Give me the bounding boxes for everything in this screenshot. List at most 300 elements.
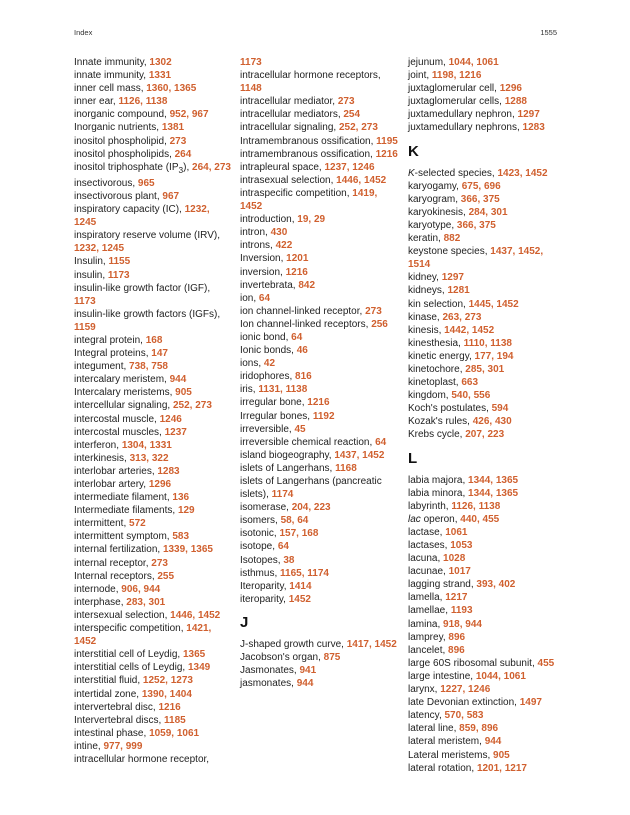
- page-reference-link[interactable]: 1216: [375, 148, 398, 160]
- entry-term: Inorganic nutrients,: [74, 122, 162, 134]
- page-reference-link[interactable]: 1044, 1061: [475, 670, 526, 682]
- page-reference-link[interactable]: 273: [151, 557, 168, 569]
- page-reference-link[interactable]: 1232, 1245: [74, 243, 125, 255]
- page-reference-link[interactable]: 540, 556: [451, 390, 491, 402]
- page-reference-link[interactable]: 1237, 1246: [324, 161, 375, 173]
- entry-term: interstitial fluid,: [74, 675, 143, 687]
- page-reference-link[interactable]: 1148: [240, 83, 262, 95]
- index-entry: [74, 452, 232, 465]
- entry-term: intersexual selection,: [74, 609, 171, 621]
- page-reference-link[interactable]: 1126, 1138: [118, 96, 168, 108]
- page-reference-link[interactable]: 1131, 1138: [258, 384, 308, 396]
- index-entry: [408, 722, 568, 735]
- page-reference-link[interactable]: 1028: [443, 553, 466, 565]
- page-reference-link[interactable]: 967: [162, 190, 180, 202]
- index-entry: [74, 69, 232, 82]
- entry-term: internal fertilization,: [74, 544, 163, 556]
- entry-term: kingdom,: [408, 390, 452, 402]
- entry-term: Integral proteins,: [74, 348, 152, 360]
- index-entry: [74, 517, 232, 530]
- page-reference-link[interactable]: 859, 896: [459, 723, 499, 735]
- entry-term: ion channel-linked receptor,: [240, 305, 366, 317]
- page-reference-link[interactable]: 207, 223: [465, 429, 505, 441]
- index-entry: [74, 334, 232, 347]
- page-reference-link[interactable]: 1421, 1452: [74, 623, 212, 648]
- page-reference-link[interactable]: 594: [491, 403, 509, 415]
- page-reference-link[interactable]: 952, 967: [169, 109, 209, 121]
- page-reference-link[interactable]: 1445, 1452: [468, 298, 519, 310]
- page-reference-link[interactable]: 273: [169, 135, 187, 147]
- page-reference-link[interactable]: 944: [296, 678, 314, 690]
- entry-term: intracellular mediator,: [240, 96, 338, 108]
- entry-term: internode,: [74, 583, 122, 595]
- index-entry: [408, 219, 568, 232]
- entry-term: Iteroparity,: [240, 580, 290, 592]
- page-reference-link[interactable]: 1344, 1365: [468, 474, 519, 486]
- page-reference-link[interactable]: 842: [298, 279, 316, 291]
- page-reference-link[interactable]: 129: [177, 505, 195, 517]
- entry-term: large 60S ribosomal subunit,: [408, 657, 538, 669]
- entry-term: kinesis,: [408, 324, 445, 336]
- entry-term: inspiratory capacity (IC),: [74, 204, 185, 216]
- page-reference-link[interactable]: 1349: [187, 662, 211, 674]
- page-reference-link[interactable]: 147: [151, 348, 168, 360]
- entry-term: Internal receptors,: [74, 570, 158, 582]
- index-entry: [240, 475, 398, 501]
- entry-term: internal receptor,: [74, 557, 152, 569]
- entry-term: juxtaglomerular cells,: [408, 96, 505, 108]
- index-entry: [240, 174, 398, 187]
- entry-term: inositol triphosphate (IP: [74, 161, 179, 173]
- index-entry: [240, 396, 398, 409]
- section-heading-l: L: [408, 449, 418, 467]
- entry-term: irreversible chemical reaction,: [240, 436, 376, 448]
- page-reference-link[interactable]: 1297: [517, 109, 540, 121]
- entry-term: insectivorous plant,: [74, 190, 163, 202]
- page-reference-link[interactable]: 1053: [450, 540, 473, 551]
- index-entry: [408, 644, 568, 657]
- index-list: [408, 474, 568, 775]
- index-entry: [74, 190, 232, 203]
- page-reference-link[interactable]: 896: [448, 644, 465, 656]
- index-entry: [74, 622, 232, 648]
- page-reference-link[interactable]: 1497: [519, 697, 542, 709]
- page-reference-link[interactable]: 1195: [376, 135, 398, 147]
- index-entry: [74, 399, 232, 412]
- page-reference-link[interactable]: 255: [157, 570, 175, 582]
- entry-term: lamprey,: [408, 631, 449, 643]
- page-reference-link[interactable]: 283, 301: [126, 596, 166, 608]
- index-entry: [74, 661, 232, 674]
- index-entry: [240, 370, 398, 383]
- page-reference-link[interactable]: 1173: [74, 295, 96, 307]
- page-reference-link[interactable]: 1414: [289, 580, 312, 592]
- page-reference-link[interactable]: 64: [258, 292, 271, 304]
- page-reference-link[interactable]: 45: [294, 423, 306, 435]
- index-entry: [240, 56, 398, 69]
- page-reference-link[interactable]: 1237: [164, 426, 187, 438]
- page-reference-link[interactable]: 1419, 1452: [240, 187, 378, 213]
- page-reference-link[interactable]: 1185: [164, 714, 186, 726]
- index-entry: [240, 638, 398, 651]
- index-entry: [240, 226, 398, 239]
- page-reference-link[interactable]: 1360, 1365: [146, 83, 197, 95]
- page-reference-link[interactable]: 1126, 1138: [451, 500, 501, 512]
- page-reference-link[interactable]: 1165, 1174: [280, 567, 329, 579]
- page-reference-link[interactable]: 1339, 1365: [162, 544, 213, 556]
- page-reference-link[interactable]: 1442, 1452: [444, 324, 495, 336]
- index-entry: [408, 180, 568, 193]
- page-reference-link[interactable]: 1159: [74, 321, 96, 333]
- page-reference-link[interactable]: 1246: [159, 413, 182, 425]
- entry-term: interkinesis,: [74, 452, 130, 464]
- page-reference-link[interactable]: 944: [169, 374, 187, 386]
- entry-term: labia minora,: [408, 487, 469, 499]
- page-reference-link[interactable]: 273: [365, 305, 382, 317]
- page-reference-link[interactable]: 157, 168: [279, 528, 319, 540]
- page-reference-link[interactable]: 583: [172, 531, 190, 543]
- page-reference-link[interactable]: 1283: [522, 122, 545, 134]
- page-reference-link[interactable]: 46: [296, 345, 308, 357]
- page-reference-link[interactable]: 1302: [149, 57, 172, 68]
- entry-term: larynx,: [408, 684, 441, 696]
- index-entry: [408, 487, 568, 500]
- page-reference-link[interactable]: 58, 64: [280, 515, 309, 527]
- page-reference-link[interactable]: 1381: [161, 122, 185, 134]
- page-reference-link[interactable]: 1452: [288, 593, 311, 605]
- page-reference-link[interactable]: 1288: [504, 96, 527, 108]
- index-entry: [240, 331, 398, 344]
- index-entry: [240, 410, 398, 423]
- page-reference-link[interactable]: 440, 455: [460, 513, 500, 525]
- index-entry: [408, 363, 568, 376]
- entry-term: Ion channel-linked receptors,: [240, 318, 372, 330]
- entry-term: lamella,: [408, 592, 446, 604]
- page-reference-link[interactable]: 1201, 1217: [476, 762, 527, 774]
- index-entry: [408, 298, 568, 311]
- index-entry: [408, 206, 568, 219]
- page-reference-link[interactable]: 1417, 1452: [346, 638, 397, 650]
- page-reference-link[interactable]: 875: [323, 652, 341, 664]
- index-entry: [240, 213, 398, 226]
- index-entry: [408, 735, 568, 748]
- page-reference-link[interactable]: 1390, 1404: [141, 688, 192, 700]
- page-reference-link[interactable]: 254: [343, 109, 361, 121]
- page-reference-link[interactable]: 430: [270, 227, 288, 239]
- page-reference-link[interactable]: 263, 273: [442, 311, 482, 323]
- page-reference-link[interactable]: 1044, 1061: [448, 57, 499, 68]
- page-reference-link[interactable]: 1110, 1138: [463, 337, 512, 349]
- index-entry: [408, 108, 568, 121]
- page-reference-link[interactable]: 1173: [107, 269, 130, 281]
- page-reference-link[interactable]: 64: [277, 541, 289, 553]
- entry-term: intrapleural space,: [240, 161, 325, 173]
- page-reference-link[interactable]: 313, 322: [129, 452, 169, 464]
- entry-italic-term: K: [408, 167, 415, 179]
- entry-term: lamellae,: [408, 605, 451, 617]
- entry-term: isthmus,: [240, 567, 281, 579]
- page-reference-link[interactable]: 256: [371, 318, 388, 330]
- page-reference-link[interactable]: 1331: [148, 70, 172, 82]
- index-entry: [74, 347, 232, 360]
- page-reference-link[interactable]: 393, 402: [476, 579, 516, 591]
- entry-term: interlobar artery,: [74, 479, 149, 490]
- page-reference-link[interactable]: 264, 273: [192, 161, 231, 173]
- page-reference-link[interactable]: 1365: [182, 649, 206, 661]
- index-entry: [74, 148, 232, 161]
- page-reference-link[interactable]: 64: [291, 331, 303, 343]
- page-reference-link[interactable]: 426, 430: [472, 416, 512, 428]
- page-reference-link[interactable]: 572: [129, 518, 146, 530]
- page-reference-link[interactable]: 1193: [450, 605, 473, 617]
- entry-term: karyotype,: [408, 219, 457, 231]
- page-reference-link[interactable]: 905: [493, 749, 510, 761]
- page-reference-link[interactable]: 285, 301: [465, 363, 505, 375]
- entry-term: introduction,: [240, 214, 298, 226]
- page-reference-link[interactable]: 455: [537, 657, 555, 669]
- index-entry: [74, 413, 232, 426]
- page-reference-link[interactable]: 38: [283, 554, 295, 566]
- page-reference-link[interactable]: 941: [299, 665, 317, 677]
- page-reference-link[interactable]: 1216: [307, 397, 330, 409]
- index-entry: [74, 386, 232, 399]
- entry-term: Inversion,: [240, 253, 287, 265]
- entry-term: interspecific competition,: [74, 623, 187, 635]
- entry-term: -selected species,: [414, 167, 498, 179]
- index-entry: [240, 462, 398, 475]
- entry-term: Jacobson's organ,: [240, 652, 324, 664]
- index-entry: [74, 373, 232, 386]
- index-entry: [240, 279, 398, 292]
- entry-term: kidneys,: [408, 285, 448, 297]
- page-reference-link[interactable]: 177, 194: [474, 350, 514, 362]
- entry-term: lacunae,: [408, 566, 449, 578]
- entry-term: intermediate filament,: [74, 492, 173, 504]
- index-entry: [408, 415, 568, 428]
- entry-term: irreversible,: [240, 423, 295, 435]
- entry-term: irregular bone,: [240, 397, 308, 409]
- entry-term: Intervertebral discs,: [74, 714, 165, 726]
- page-reference-link[interactable]: 273: [337, 96, 355, 108]
- index-entry: [240, 580, 398, 593]
- page-reference-link[interactable]: 896: [448, 631, 466, 643]
- index-entry: [240, 187, 398, 213]
- entry-term: juxtamedullary nephron,: [408, 109, 518, 121]
- entry-term: juxtamedullary nephrons,: [408, 122, 523, 134]
- entry-term: iris,: [240, 384, 259, 396]
- page-reference-link[interactable]: 816: [295, 371, 312, 383]
- entry-term: lancelet,: [408, 644, 449, 656]
- page-reference-link[interactable]: 906, 944: [121, 583, 161, 595]
- page-reference-link[interactable]: 1155: [108, 256, 131, 268]
- page-reference-link[interactable]: 1252, 1273: [142, 675, 193, 687]
- page-reference-link[interactable]: 1174: [271, 489, 294, 501]
- entry-term: Intramembranous ossification,: [240, 135, 377, 147]
- index-entry: [74, 229, 232, 255]
- index-list: [240, 56, 398, 606]
- entry-term: ionic bond,: [240, 331, 292, 343]
- entry-term: intercalary meristem,: [74, 374, 170, 386]
- index-entry: [240, 252, 398, 265]
- entry-term: intracellular mediators,: [240, 109, 344, 121]
- page-reference-link[interactable]: 1281: [447, 285, 470, 297]
- index-entry: [74, 530, 232, 543]
- index-entry: [74, 701, 232, 714]
- index-entry: [408, 474, 568, 487]
- entry-term: island biogeography,: [240, 449, 335, 461]
- entry-term: inspiratory reserve volume (IRV),: [74, 230, 220, 242]
- page-reference-link[interactable]: 19, 29: [297, 214, 326, 226]
- page-reference-link[interactable]: 1296: [499, 83, 522, 95]
- page-reference-link[interactable]: 1232, 1245: [74, 204, 210, 229]
- entry-term: insulin,: [74, 269, 108, 281]
- entry-term: inner cell mass,: [74, 83, 147, 95]
- page-reference-link[interactable]: 1446, 1452: [170, 609, 221, 621]
- entry-term: Krebs cycle,: [408, 429, 466, 441]
- entry-term: operon,: [420, 513, 461, 525]
- entry-term: Koch's postulates,: [408, 403, 492, 415]
- page-reference-link[interactable]: 1283: [157, 465, 180, 477]
- page-reference-link[interactable]: 264: [174, 148, 192, 160]
- index-entry: [74, 82, 232, 95]
- page-reference-link[interactable]: 570, 583: [444, 710, 484, 722]
- entry-term: intracellular hormone receptors,: [240, 70, 381, 82]
- page-reference-link[interactable]: 136: [172, 492, 190, 504]
- page-reference-link[interactable]: 1192: [312, 410, 335, 422]
- page-reference-link[interactable]: 1061: [445, 526, 468, 538]
- index-entry: [408, 284, 568, 297]
- index-entry: [240, 593, 398, 606]
- page-reference-link[interactable]: 1168: [335, 462, 357, 474]
- index-entry: [74, 648, 232, 661]
- index-entry: [408, 670, 568, 683]
- index-entry: [74, 753, 232, 766]
- index-entry: [240, 651, 398, 664]
- page-reference-link[interactable]: 1201: [286, 253, 309, 265]
- page-reference-link[interactable]: 1446, 1452: [336, 174, 387, 186]
- page-reference-link[interactable]: 1304, 1331: [121, 439, 172, 451]
- index-entry: [74, 491, 232, 504]
- index-entry: [408, 402, 568, 415]
- entry-term: jejunum,: [408, 57, 449, 68]
- page-reference-link[interactable]: 1216: [158, 701, 181, 713]
- index-entry: [240, 677, 398, 690]
- entry-term: kidney,: [408, 272, 442, 284]
- page-reference-link[interactable]: 1198, 1216: [431, 70, 482, 82]
- entry-term: integral protein,: [74, 334, 146, 346]
- page-reference-link[interactable]: 918, 944: [443, 618, 482, 630]
- index-entry: [74, 269, 232, 282]
- page-reference-link[interactable]: 1059, 1061: [149, 727, 200, 739]
- page-reference-link[interactable]: 1173: [240, 57, 262, 68]
- entry-term: Intermediate filaments,: [74, 505, 178, 517]
- index-entry: [408, 389, 568, 402]
- index-entry: [240, 135, 398, 148]
- entry-term: intertidal zone,: [74, 688, 142, 700]
- page-reference-link[interactable]: 252, 273: [172, 400, 212, 412]
- index-entry: [74, 583, 232, 596]
- page-reference-link[interactable]: 42: [263, 358, 276, 370]
- page-reference-link[interactable]: 1437, 1452, 1514: [408, 246, 544, 271]
- entry-term: late Devonian extinction,: [408, 697, 520, 709]
- page-reference-link[interactable]: 882: [443, 233, 461, 245]
- index-entry: [74, 727, 232, 740]
- page-reference-link[interactable]: 965: [137, 177, 155, 189]
- index-entry: [74, 95, 232, 108]
- index-entry: [240, 305, 398, 318]
- page-reference-link[interactable]: 204, 223: [291, 502, 331, 514]
- index-entry: [240, 161, 398, 174]
- index-entry: [408, 657, 568, 670]
- entry-term: Intercalary meristems,: [74, 387, 176, 399]
- index-entry: [408, 311, 568, 324]
- page-reference-link[interactable]: 1423, 1452: [497, 167, 548, 179]
- page-reference-link[interactable]: 1227, 1246: [440, 684, 491, 696]
- page-reference-link[interactable]: 168: [145, 334, 163, 346]
- page-reference-link[interactable]: 977, 999: [103, 740, 143, 752]
- index-entry: [408, 526, 568, 539]
- index-entry: [408, 337, 568, 350]
- index-entry: [240, 664, 398, 677]
- entry-term: Isotopes,: [240, 554, 284, 566]
- page-reference-link[interactable]: 1437, 1452: [334, 449, 385, 461]
- entry-term: intestinal phase,: [74, 727, 150, 739]
- page-reference-link[interactable]: 366, 375: [460, 193, 500, 205]
- index-entry: [240, 148, 398, 161]
- entry-term: iridophores,: [240, 371, 296, 383]
- page-reference-link[interactable]: 422: [275, 240, 293, 252]
- page-reference-link[interactable]: 663: [461, 377, 479, 389]
- index-entry: [408, 552, 568, 565]
- index-entry: [240, 357, 398, 370]
- page-reference-link[interactable]: 1217: [445, 592, 468, 604]
- page-reference-link[interactable]: 905: [175, 387, 192, 399]
- entry-term: lactases,: [408, 540, 451, 551]
- page-reference-link[interactable]: 64: [375, 436, 387, 448]
- entry-term: Ionic bonds,: [240, 345, 297, 357]
- index-entry: [408, 95, 568, 108]
- page-reference-link[interactable]: 944: [484, 736, 502, 748]
- index-entry: [74, 557, 232, 570]
- index-entry: [240, 239, 398, 252]
- page-reference-link[interactable]: 1017: [448, 566, 471, 578]
- index-entry: [74, 609, 232, 622]
- index-entry: [408, 56, 568, 69]
- entry-subscript: 3: [178, 164, 184, 175]
- entry-term: karyogram,: [408, 193, 461, 205]
- entry-term: joint,: [408, 70, 432, 82]
- entry-term: lactase,: [408, 526, 446, 538]
- index-entry: [408, 591, 568, 604]
- index-entry: [74, 478, 232, 491]
- entry-term: intercostal muscle,: [74, 413, 160, 425]
- page-reference-link[interactable]: 675, 696: [461, 180, 501, 192]
- page-reference-link[interactable]: 1296: [148, 479, 172, 490]
- page-reference-link[interactable]: 1297: [441, 272, 464, 284]
- entry-term: insectivorous,: [74, 177, 138, 189]
- page-reference-link[interactable]: 1344, 1365: [468, 487, 519, 499]
- page-reference-link[interactable]: 1216: [285, 266, 308, 278]
- index-entry: [240, 318, 398, 331]
- page-reference-link[interactable]: 284, 301: [468, 206, 508, 218]
- page-reference-link[interactable]: 366, 375: [456, 219, 496, 231]
- index-entry: [74, 543, 232, 556]
- index-list: [408, 56, 568, 135]
- page-reference-link[interactable]: 738, 758: [129, 361, 168, 373]
- entry-term: kinase,: [408, 311, 443, 323]
- page-reference-link[interactable]: 252, 273: [338, 122, 378, 134]
- index-entry: [408, 324, 568, 337]
